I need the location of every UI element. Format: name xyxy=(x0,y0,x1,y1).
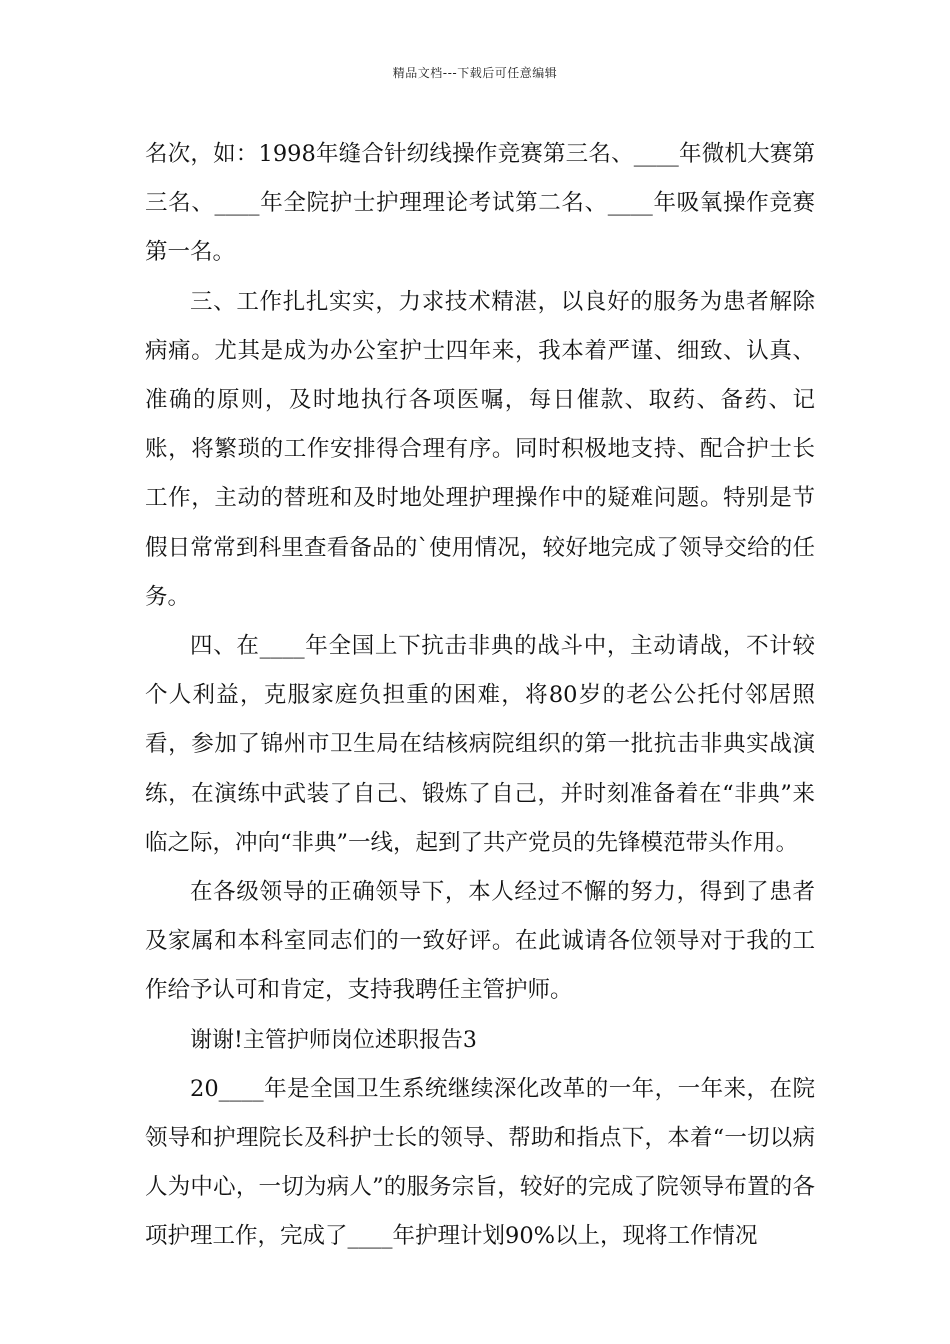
paragraph-report-three-intro: 20____年是全国卫生系统继续深化改革的一年，一年来，在院领导和护理院长及科护士长的领导、帮助和指点下，本着“一切以病人为中心，一切为病人”的服务宗旨，较好的完成了院领导布置的各项护理工作，完成了____年护理计划90%以上，现将工作情况 xyxy=(145,1075,815,1250)
paragraph-section-four: 四、在____年全国上下抗击非典的战斗中，主动请战，不计较个人利益，克服家庭负担重的困难，将80岁的老公公托付邻居照看，参加了锦州市卫生局在结核病院组织的第一批抗击非典实战演练，在演练中武装了自己、锻炼了自己，并时刻准备着在“非典”来临之际，冲向“非典”一线，起到了共产党员的先锋模范带头作用。 xyxy=(145,633,815,856)
paragraph-section-three: 三、工作扎扎实实，力求技术精湛，以良好的服务为患者解除病痛。尤其是成为办公室护士四年来，我本着严谨、细致、认真、准确的原则，及时地执行各项医嘱，每日催款、取药、备药、记账，将繁琐的工作安排得合理有序。同时积极地支持、配合护士长工作，主动的替班和及时地处理护理操作中的疑难问题。特别是节假日常常到科里查看备品的`使用情况，较好地完成了领导交给的任务。 xyxy=(145,288,815,610)
page-header: 精品文档---下载后可任意编辑 xyxy=(392,66,558,80)
report-title-line: 谢谢!主管护师岗位述职报告3 xyxy=(190,1027,477,1053)
document-body xyxy=(145,130,815,1262)
paragraph-conclusion: 在各级领导的正确领导下，本人经过不懈的努力，得到了患者及家属和本科室同志们的一致好评。在此诚请各位领导对于我的工作给予认可和肯定，支持我聘任主管护师。 xyxy=(145,879,815,1004)
paragraph-ranking-list: 名次，如：1998年缝合针纫线操作竞赛第三名、____年微机大赛第三名、____年全院护士护理理论考试第二名、____年吸氧操作竞赛第一名。 xyxy=(145,141,815,266)
